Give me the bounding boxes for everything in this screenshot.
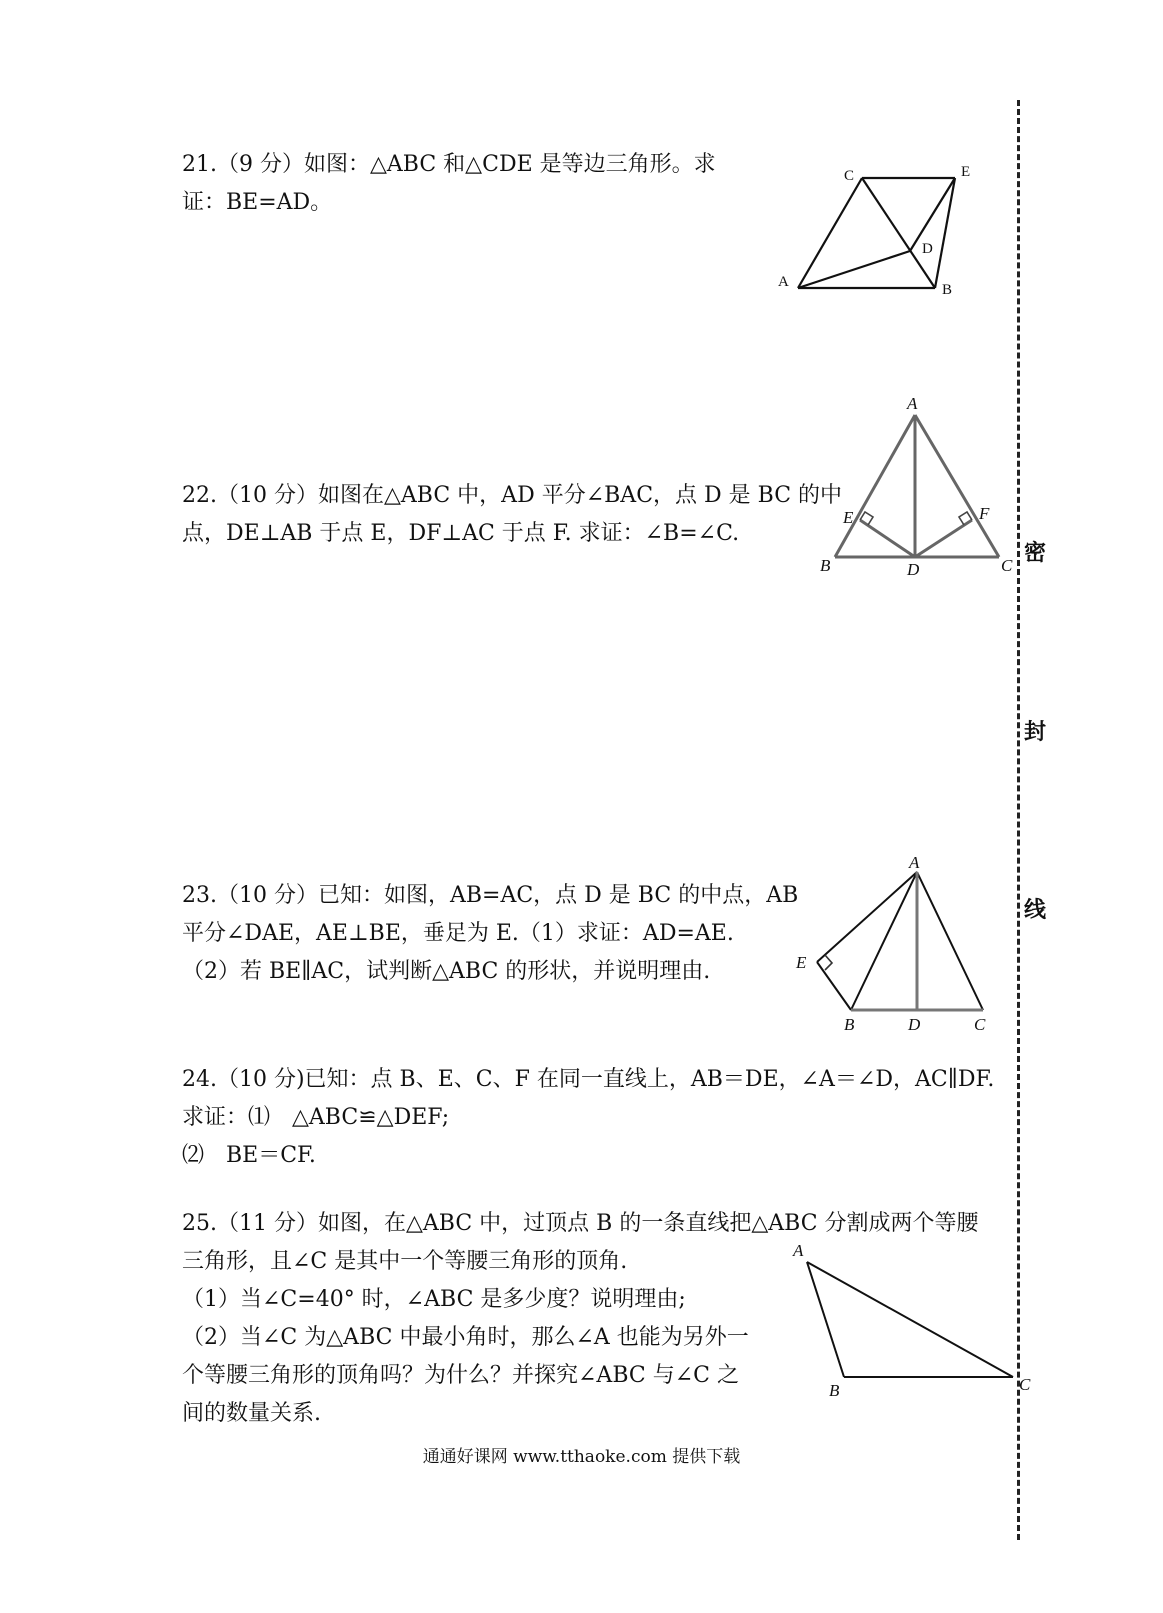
question-21-line-2: 证：BE=AD。 <box>182 190 333 215</box>
question-21 <box>182 146 716 222</box>
question-22-line-1: 22.（10 分）如图在△ABC 中，AD 平分∠BAC，点 D 是 BC 的中 <box>182 483 843 508</box>
question-24 <box>182 1061 994 1175</box>
fig21-label-c: C <box>844 168 855 184</box>
fig23-label-b: B <box>844 1015 855 1034</box>
question-25-line-2: 三角形，且∠C 是其中一个等腰三角形的顶角. <box>182 1249 628 1274</box>
fig25-label-b: B <box>829 1381 840 1400</box>
question-25-line-1: 25.（11 分）如图，在△ABC 中，过顶点 B 的一条直线把△ABC 分割成两个等腰 <box>182 1211 979 1236</box>
question-23-line-2: 平分∠DAE，AE⊥BE，垂足为 E.（1）求证：AD=AE. <box>182 921 734 946</box>
fig23-label-a: A <box>909 853 920 872</box>
fig22-label-e: E <box>843 508 854 527</box>
figure-25 <box>785 1230 1045 1410</box>
question-25-line-4: （2）当∠C 为△ABC 中最小角时，那么∠A 也能为另外一 <box>182 1325 749 1350</box>
seal-char-mi: 密 <box>1024 536 1046 567</box>
question-25-line-6: 间的数量关系. <box>182 1401 321 1426</box>
seal-char-xian: 线 <box>1024 893 1046 924</box>
question-22 <box>182 477 842 553</box>
question-24-line-2: 求证：⑴ △ABC≌△DEF; <box>182 1105 450 1130</box>
question-25-line-5: 个等腰三角形的顶角吗？为什么？并探究∠ABC 与∠C 之 <box>182 1363 739 1388</box>
fig21-label-e: E <box>961 164 971 180</box>
fig25-label-c: C <box>1019 1375 1031 1394</box>
fig21-label-d: D <box>922 241 933 257</box>
question-23-line-3: （2）若 BE∥AC，试判断△ABC 的形状，并说明理由. <box>182 959 711 984</box>
fig22-label-a: A <box>907 394 918 413</box>
fig23-label-e: E <box>796 953 807 972</box>
question-22-line-2: 点，DE⊥AB 于点 E，DF⊥AC 于点 F. 求证：∠B=∠C. <box>182 521 740 546</box>
fig23-label-c: C <box>974 1015 986 1034</box>
question-23 <box>182 877 798 991</box>
question-25-line-3: （1）当∠C=40° 时，∠ABC 是多少度？说明理由; <box>182 1287 686 1312</box>
fig22-label-f: F <box>979 504 990 523</box>
fig22-label-b: B <box>820 556 831 575</box>
question-21-line-1: 21.（9 分）如图：△ABC 和△CDE 是等边三角形。求 <box>182 152 716 177</box>
question-23-line-1: 23.（10 分）已知：如图，AB=AC，点 D 是 BC 的中点，AB <box>182 883 799 908</box>
fig21-label-b: B <box>942 282 953 298</box>
question-24-line-1: 24.（10 分)已知：点 B、E、C、F 在同一直线上，AB＝DE，∠A＝∠D，AC∥DF. <box>182 1067 995 1092</box>
figure-21 <box>770 160 990 305</box>
figure-22 <box>815 395 1025 580</box>
fig21-label-a: A <box>778 274 789 290</box>
fig23-label-d: D <box>908 1015 921 1034</box>
seal-dashed-line <box>1017 100 1020 1540</box>
fig25-label-a: A <box>793 1241 804 1260</box>
footer-credit: 通通好课网 www.tthaoke.com 提供下载 <box>422 1447 741 1467</box>
seal-char-feng: 封 <box>1024 715 1046 746</box>
fig22-label-c: C <box>1001 556 1013 575</box>
question-24-line-3: ⑵ BE＝CF. <box>182 1143 316 1168</box>
fig22-label-d: D <box>907 560 920 579</box>
figure-23 <box>790 850 1000 1040</box>
